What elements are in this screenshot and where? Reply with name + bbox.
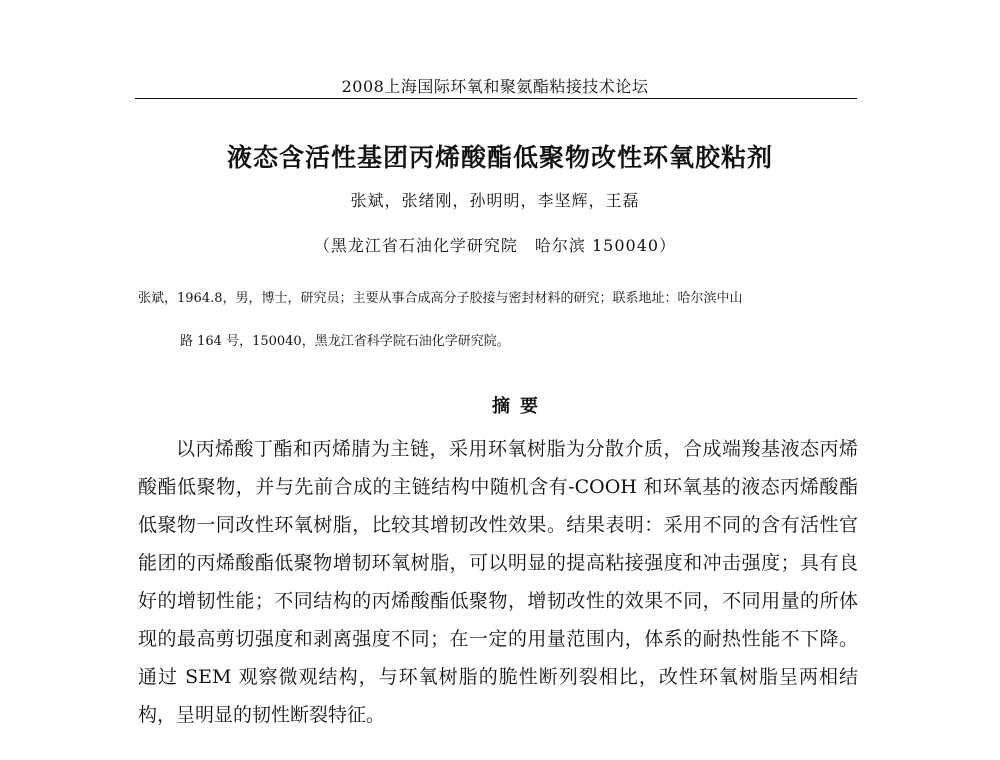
abstract-heading: 摘要 xyxy=(492,396,548,417)
author-note xyxy=(138,277,858,363)
abstract-paragraph: 以丙烯酸丁酯和丙烯腈为主链，采用环氧树脂为分散介质，合成端羧基液态丙烯酸酯低聚物，并与先前合成的主链结构中随机含有-COOH 和环氧基的液态丙烯酸酯低聚物一同改性环氧树脂，比较其增韧改性效果。结果表明：采用不同的含有活性官能团的丙烯酸酯低聚物增韧环氧树脂，可以明显的提高粘接强度和冲击强度；具有良好的增韧性能；不同结构的丙烯酸酯低聚物，增韧改性的效果不同，不同用量的所体现的最高剪切强度和剥离强度不同；在一定的用量范围内，体系的耐热性能不下降。通过 SEM 观察微观结构，与环氧树脂的脆性断列裂相比，改性环氧树脂呈两相结构，呈明显的韧性断裂特征。 xyxy=(138,438,858,726)
affiliation: （黑龙江省石油化学研究院 哈尔滨 150040） xyxy=(313,236,677,255)
running-header: 2008上海国际环氧和聚氨酯粘接技术论坛 xyxy=(341,77,649,96)
author-list: 张斌，张绪刚，孙明明，李坚辉，王磊 xyxy=(350,191,640,210)
paper-title: 液态含活性基团丙烯酸酯低聚物改性环氧胶粘剂 xyxy=(226,143,773,172)
author-note-line-1: 张斌，1964.8，男，博士，研究员；主要从事合成高分子胶接与密封材料的研究；联系地址：哈尔滨中山 xyxy=(138,291,743,306)
abstract-body xyxy=(138,430,858,734)
author-note-line-2: 路 164 号，150040，黑龙江省科学院石油化学研究院。 xyxy=(180,334,510,349)
header-rule xyxy=(135,98,857,99)
